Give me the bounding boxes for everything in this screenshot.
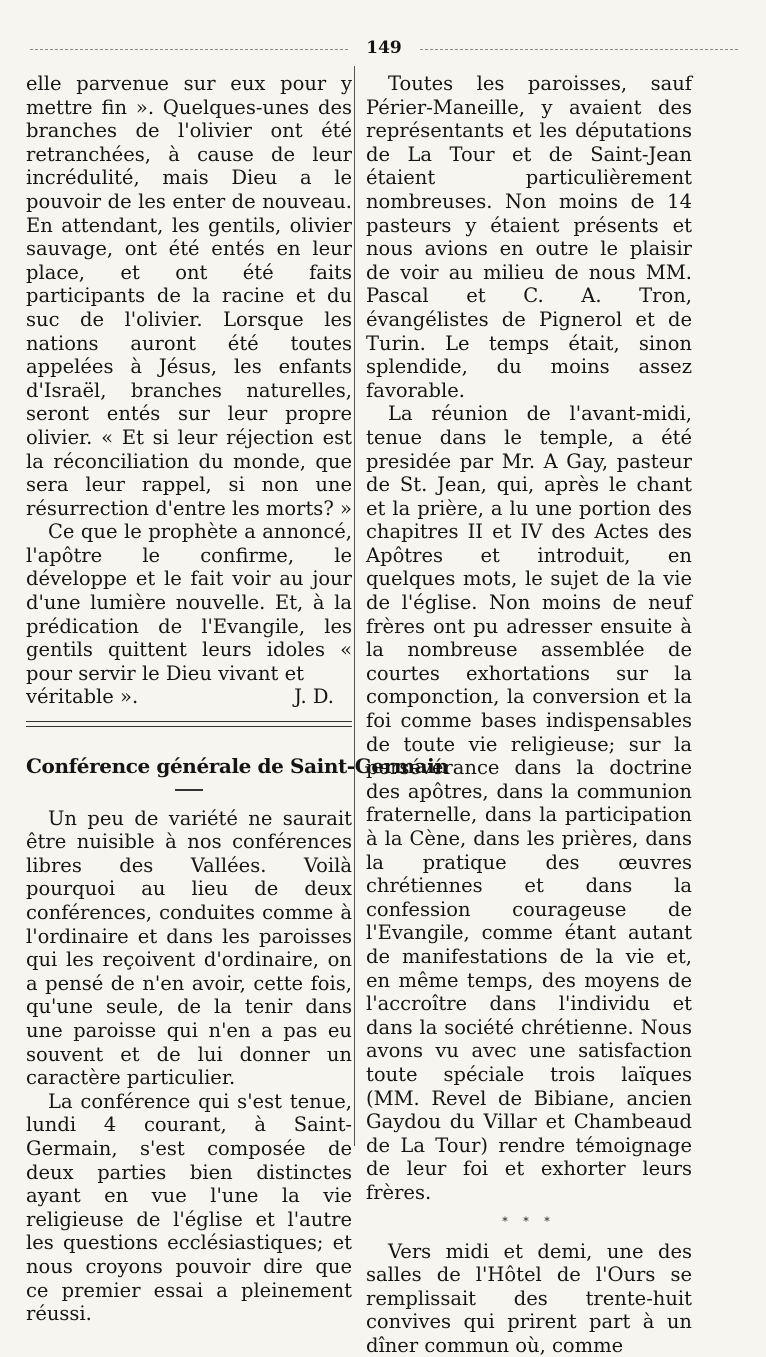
paragraph: La réunion de l'avant-midi, tenue dans le temple, a été presidée par Mr. A Gay, pasteur de St. Jean, qui, après le chant et la prière, a lu une portion des chapitres II et IV des Actes des Apôtres et introduit, en quelques mots, le sujet de la vie de l'église. Non moins de neuf frères ont pu adresser ensuite à la nombreuse assemblée de courtes exhortations sur la componction, la conversion et la foi comme bases indispensables de toute vie religieuse; sur la persévérance dans la doctrine des apôtres, dans la communion fraternelle, dans la participation à la Cène, dans les prières, dans la pratique des œuvres chrétiennes et dans la confession courageuse de l'Evangile, comme étant autant de manifestations de la vie et, en même temps, des moyens de l'accroître dans l'individu et dans la société chrétienne. Nous avons vu avec une satisfaction toute spéciale trois laïques (MM. Revel de Bibiane, ancien Gaydou du Villar et Chambeaud de La Tour) rendre témoignage de leur foi et exhorter leurs frères. xyxy=(366,402,692,1204)
page-header xyxy=(30,38,738,58)
right-column xyxy=(366,72,692,1357)
title-underline xyxy=(175,789,203,791)
paragraph: La conférence qui s'est tenue, lundi 4 courant, à Saint-Germain, s'est composée de deux parties bien distinctes ayant en vue l'une la vie religieuse de l'église et l'autre les questions ecclésiastiques; et nous croyons pouvoir dire que ce premier essai a pleinement réussi. xyxy=(26,1090,352,1326)
section-title: Conférence générale de Saint-Germain xyxy=(26,755,352,779)
column-divider xyxy=(354,66,355,1146)
page-number: 149 xyxy=(352,38,416,58)
asterism: * * * xyxy=(366,1217,692,1226)
paragraph: Toutes les paroisses, sauf Périer-Maneille, y avaient des représentants et les députations de La Tour et de Saint-Jean étaient particulièrement nombreuses. Non moins de 14 pasteurs y étaient présents et nous avions en outre le plaisir de voir au milieu de nous MM. Pascal et C. A. Tron, évangélistes de Pignerol et de Turin. Le temps était, sinon splendide, du moins assez favorable. xyxy=(366,72,692,402)
paragraph: Vers midi et demi, une des salles de l'Hôtel de l'Ours se remplissait des trente-huit convives qui prirent part à un dîner commun où, comme xyxy=(366,1240,692,1357)
section-divider xyxy=(26,721,352,727)
closing-line xyxy=(26,685,352,709)
left-column xyxy=(26,72,352,1326)
signature: J. D. xyxy=(294,685,334,709)
header-rule-right xyxy=(420,49,738,50)
paragraph: Un peu de variété ne saurait être nuisible à nos conférences libres des Vallées. Voilà pourquoi au lieu de deux conférences, conduites comme à l'ordinaire et dans les paroisses qui les reçoivent d'ordinaire, on a pensé de n'en avoir, cette fois, qu'une seule, de la tenir dans une paroisse qui n'en a pas eu souvent et de lui donner un caractère particulier. xyxy=(26,807,352,1090)
paragraph: elle parvenue sur eux pour y mettre fin ». Quelques-unes des branches de l'olivier ont été retranchées, à cause de leur incrédulité, mais Dieu a le pouvoir de les enter de nouveau. En attendant, les gentils, olivier sauvage, ont été entés en leur place, et ont été faits participants de la racine et du suc de l'olivier. Lorsque les nations auront été toutes appelées à Jésus, les enfants d'Israël, branches naturelles, seront entés sur leur propre olivier. « Et si leur réjection est la réconciliation du monde, que sera leur rappel, si non une résurrection d'entre les morts? » xyxy=(26,72,352,520)
header-rule-left xyxy=(30,49,348,50)
paragraph: Ce que le prophète a annoncé, l'apôtre le confirme, le développe et le fait voir au jour d'une lumière nouvelle. Et, à la prédication de l'Evangile, les gentils quittent leurs idoles « pour servir le Dieu vivant et xyxy=(26,520,352,685)
closing-text: véritable ». xyxy=(26,685,138,709)
